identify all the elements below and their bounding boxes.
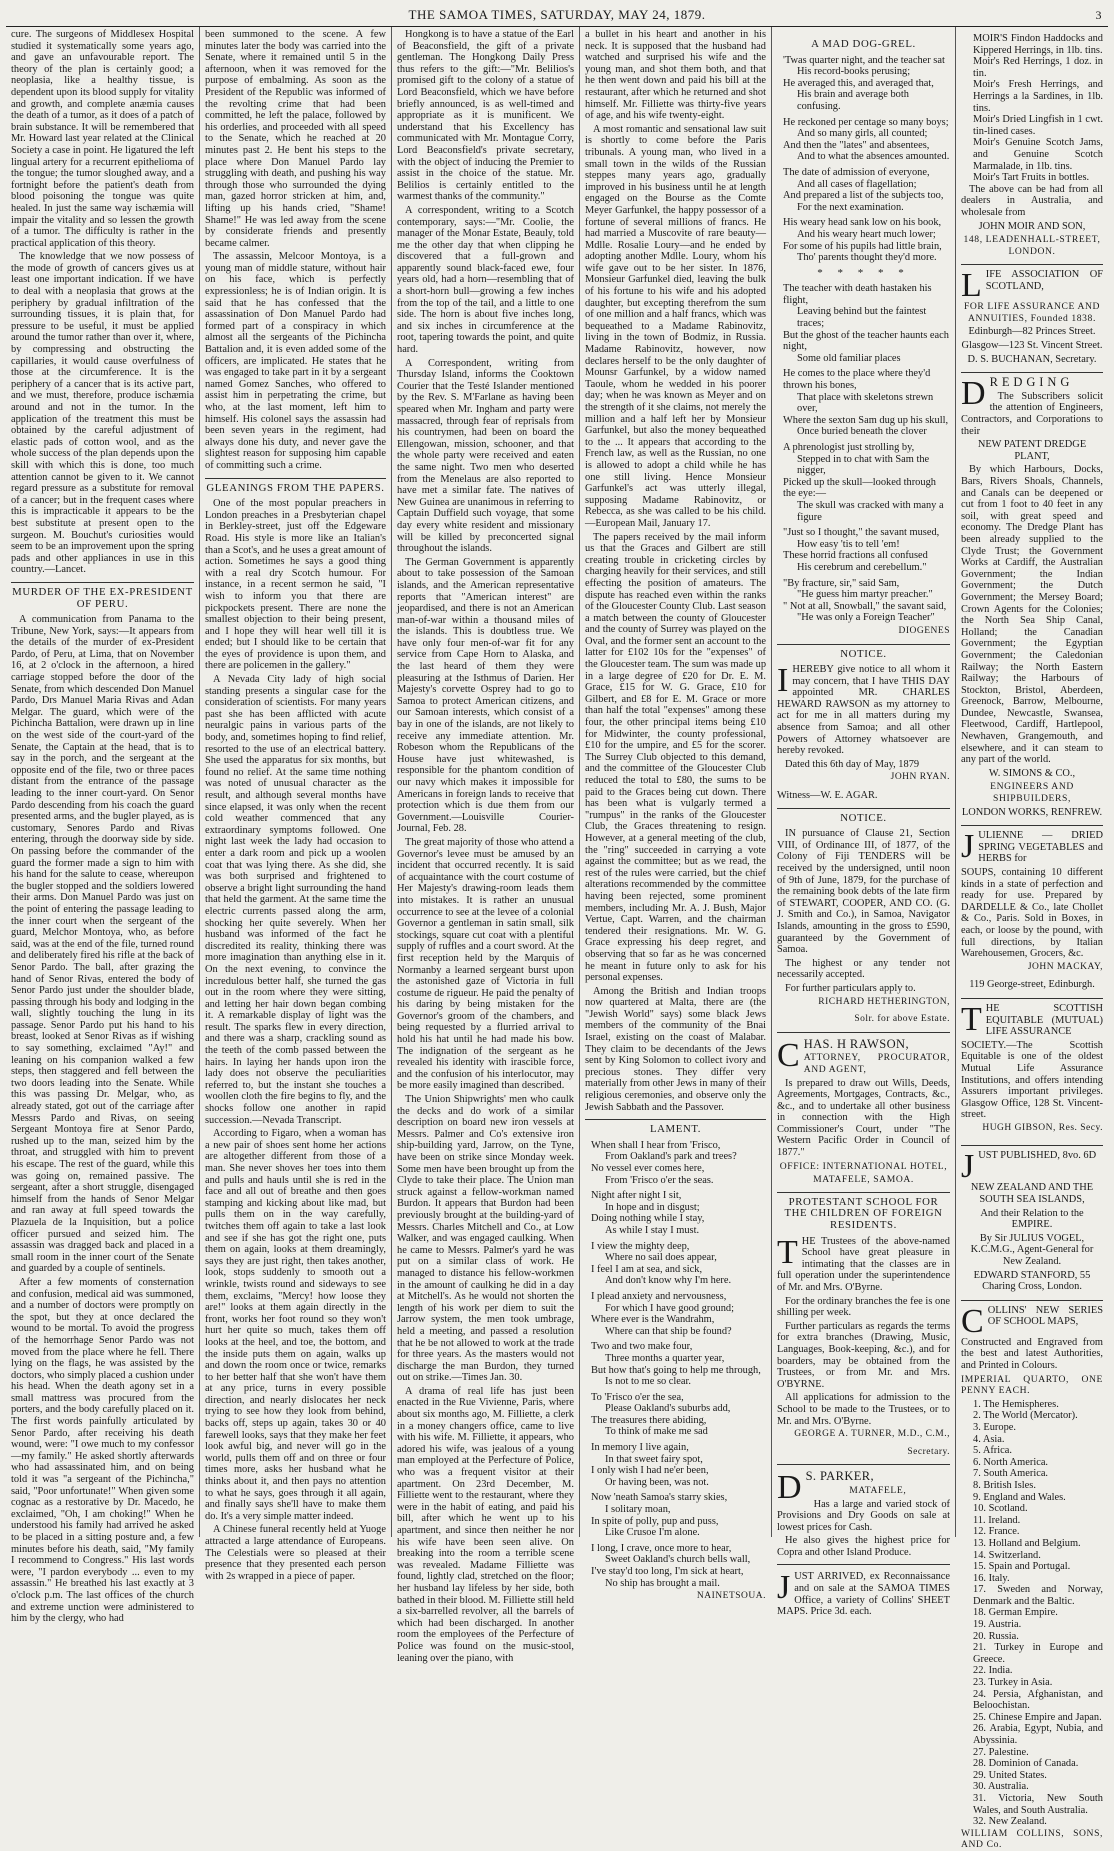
advert-body: The Subscribers solicit the attention of Engineers, Contractors, and Corporations to their (961, 390, 1103, 437)
product-line: Moir's Dried Lingfish in 1 cwt. tin-lined cases. (973, 114, 1103, 137)
map-list-item: 29. United States. (973, 1769, 1047, 1781)
section-headline: GLEANINGS FROM THE PAPERS. (205, 478, 386, 495)
advert-signature: HUGH GIBSON, Res. Secy. (982, 1122, 1103, 1133)
map-list-item: 27. Palestine. (973, 1746, 1029, 1758)
poem-line: Two and two make four, (591, 1341, 693, 1353)
poem-line: From Oakland's park and trees? (605, 1151, 737, 1163)
article-paragraph: Hongkong is to have a statue of the Earl of Beaconsfield, the gift of a private gentleman. The Hongkong Daily Press thus refers to the gift:—"Mr. Belilios's promised gift to the colony of a statue of Lord Beaconsfield, which we have before briefly announced, is as well-timed and appropriate as it is munificent. We understand that his Excellency has communicated with Mr. Montague Corry, Lord Beaconsfield's private secretary, with the object of inducing the Premier to assist in the choice of the statue. Mr. Belilios is certainly entitled to the warmest thanks of the community." (397, 29, 574, 203)
map-list-item: 4. Asia. (973, 1433, 1005, 1445)
poem-line: And so many girls, all counted; (797, 128, 928, 140)
advert-name: HAS. H RAWSON, (803, 1036, 909, 1051)
article-paragraph: A Chinese funeral recently held at Yuoge attracted a large attendance of Europeans. The Celestials were so pleased at their presence that they presented each person with 2s wrapped in a piece of paper. (205, 1524, 386, 1582)
rawson-advert (777, 1036, 950, 1186)
map-list-item: 17. Sweden and Norway, Denmark and the Baltic. (973, 1584, 1103, 1607)
lament-poem (585, 1140, 766, 1589)
just-published-advert (961, 1146, 1103, 1300)
notice-tender: The highest or any tender not necessarily accepted. (777, 957, 950, 981)
poem-line: He comes to the place where they'd thrown his bones, (783, 368, 931, 392)
poem-line: In hope and in disgust; (605, 1201, 700, 1213)
map-list-item: 16. Italy. (973, 1572, 1010, 1584)
advert-body: Is prepared to draw out Wills, Deeds, Agreements, Mortgages, Contracts, &c., &c., and to undertake all other business in connection with the High Commissioner's Court, under "The Western Pacific Order in Council of 1877." (777, 1077, 950, 1159)
advert-signature: GEORGE A. TURNER, M.D., C.M., (794, 1429, 950, 1440)
product-line: Moir's Red Herrings, 1 doz. in tin. (973, 56, 1103, 79)
poem-line: These horrid fractions all confused (783, 550, 928, 562)
advert-title: UST PUBLISHED, 8vo. 6D (978, 1150, 1097, 1162)
map-list-item: 31. Victoria, New South Wales, and South Australia. (973, 1792, 1103, 1816)
notice-particulars: For further particulars apply to. (785, 982, 916, 994)
drop-cap: J (777, 1569, 791, 1607)
poem-line: His weary head sank low on his book, (783, 217, 942, 229)
poem-line: And then the "lates" and absentees, (783, 139, 930, 151)
article-headline: MURDER OF THE EX-PRESIDENT OF PERU. (11, 582, 194, 610)
moir-products (961, 33, 1103, 184)
article-paragraph: The Union Shipwrights' men who caulk the decks and do work of a similar description on board new iron vessels at Messrs. Palmer and Co's extensive iron ship-building yard, Jarrow, on the Tyne, have been on strike since Monday week. Some men have been brought up from the Clyde to take their place. The Union man struck against a fellow-workman named Burdon. It appears that Burdon had been previously brought at the building-yard of Messrs. Charles Mitchell and Co., at Low Walker, and was engaged caulking. When he came to Messrs. Palmer's yard he was put on a similar class of work. He managed to distance his fellow-workmen in the amount of caulking he did in a day at Mitchell's. As he would not shorten the length of his work per diem to suit the Jarrow system, the men took umbrage, held a meeting, and passed a resolution that he be not allowed to work at the trade for three years. As the masters would not discharge the man Burdon, they turned out on strike.—Times Jan. 30. (397, 1094, 574, 1384)
poem-line: As while I stay I must. (605, 1224, 700, 1236)
article-paragraph: The German Government is apparently about to take possession of the Samoan islands, and the American representative reports that "American interest" are jeopardised, and there is not an American man-of-war within a thousand miles of the islands. This is doubtless true. We have only four men-of-war fit for any service from Cape Horn to Alaska, and the last heard of them they were pleasuring at the Isthmus of Darien. Her Majesty's corvette Osprey had to go to Samoa to protect American citizens, and our Samoan interests, which consist of a bay in one of the islands, are not likely to receive any immediate attention. Mr. Robeson whom the Republicans of the House have just whitewashed, is responsible for the phantom condition of our navy which makes it impossible for Americans in foreign lands to receive that protection which is due them from our Government.—Louisville Courier-Journal, Feb. 28. (397, 556, 574, 835)
map-list-item: 28. Dominion of Canada. (973, 1758, 1079, 1770)
poem-line: Once buried beneath the clover (797, 426, 927, 438)
notice-headline: NOTICE. (777, 808, 950, 825)
poem-line: And his weary heart much lower; (797, 228, 936, 240)
advert-body: Further particulars as regards the terms for extra branches (Drawing, Music, Languages, Book-keeping, &c.), and for boarders, may be obtained from the Trustees, or from Mr. and Mrs. O'BYRNE. (777, 1320, 950, 1390)
poem-line: And don't know why I'm here. (605, 1275, 732, 1287)
notice-headline: NOTICE. (777, 644, 950, 661)
poem-line: Three months a quarter year, (605, 1352, 725, 1364)
book-title: NEW ZEALAND AND THE SOUTH SEA ISLANDS, (970, 1182, 1094, 1206)
advert-title: R E D G I N G (989, 375, 1070, 390)
product-line: Moir's Fresh Herrings, and Herrings a la Sardines, in 1lb. tins. (973, 79, 1103, 114)
notice-witness: Witness—W. E. AGAR. (777, 790, 878, 802)
map-list-item: 20. Russia. (973, 1630, 1019, 1642)
poem-line: I long, I crave, once more to hear, (591, 1542, 732, 1554)
drop-cap: L (961, 267, 982, 305)
poem-line: Tho' parents thought they'd more. (797, 252, 937, 264)
advert-name: S. PARKER, (805, 1469, 875, 1484)
poem-line: But the ghost of the teacher haunts each night, (783, 329, 949, 353)
advert-body: The above can be had from all dealers in Australia, and wholesale from (961, 183, 1103, 218)
column-1 (6, 27, 200, 1625)
column-4 (580, 27, 772, 1602)
stars-divider: * * * * * (817, 266, 910, 279)
advert-agent: JOHN MACKAY, (1027, 961, 1103, 972)
poem-line: The teacher with death hastaken his flight, (783, 283, 932, 306)
map-list-item: 24. Persia, Afghanistan, and Beloochistan. (973, 1688, 1103, 1712)
poem-line: For some of his pupils had little brain, (783, 240, 942, 252)
poem-line: The skull was cracked with many a figure (797, 499, 944, 523)
poem-line: Leaving behind but the faintest traces; (797, 306, 927, 330)
map-list-item: 26. Arabia, Egypt, Nubia, and Abyssinia. (973, 1723, 1103, 1746)
doggerel-stanza-2 (777, 283, 950, 624)
advert-body: HE Trustees of the above-named School have great pleasure in intimating that the classes are in full operation under the superintendence of Mr. and Mrs. O'Byrne. (777, 1235, 950, 1293)
notice-signature: Solr. for above Estate. (854, 1014, 950, 1025)
poem-line: Doing nothing while I stay, (591, 1213, 705, 1225)
map-list-item: 23. Turkey in Asia. (973, 1677, 1053, 1689)
advert-body: He also gives the highest price for Copra and other Island Produce. (777, 1535, 950, 1558)
julienne-advert (961, 826, 1103, 999)
moir-advert (961, 29, 1103, 265)
poem-line: His cerebrum and cerebellum." (797, 561, 927, 573)
column-5 (772, 27, 956, 1618)
map-list-item: 13. Holland and Belgium. (973, 1537, 1081, 1549)
poem-line: No ship has brought a mail. (605, 1577, 720, 1589)
advert-body: UST ARRIVED, ex Reconnaissance and on sale at the SAMOA TIMES Office, a variety of Collins' SHEET MAPS. Price 3d. each. (777, 1571, 950, 1618)
poem-title: LAMENT. (585, 1119, 766, 1136)
map-list-item: 6. North America. (973, 1456, 1049, 1468)
masthead (6, 4, 1108, 27)
masthead-title: THE SAMOA TIMES, SATURDAY, MAY 24, 1879. (408, 7, 706, 22)
column-6 (956, 27, 1108, 1851)
poem-line: In spite of polly, pup and puss, (591, 1515, 719, 1527)
advert-body: SOCIETY.—The Scottish Equitable is one of the oldest Mutual Life Assurance Institutions, and offers intending Assurers important privileges. Glasgow Office, 128 St. Vincent-street. (961, 1039, 1103, 1121)
poem-line: When shall I hear from 'Frisco, (591, 1139, 721, 1151)
map-list-item: 18. German Empire. (973, 1607, 1058, 1619)
poem-line: His brain and average both confusing. (797, 89, 909, 112)
article-paragraph: been summoned to the scene. A few minutes later the body was carried into the Senate, where it remained until 5 in the afternoon, when it was removed for the purpose of embalming. As soon as the President of the Republic was informed of the revolting crime that had been committed, he left the palace, followed by his orderlies, and proceeded with all speed to the Senate, which he reached at 20 minutes past 2. He bent his steps to the place where Don Manuel Pardo lay struggling with death, and pushing his way through those who surrounded the dying man, gazed horror stricken at him, and, lifting up his hands cried, "Shame! Shame!" He was led away from the scene by considerate friends and presently became calmer. (205, 29, 386, 249)
advert-office: OFFICE: INTERNATIONAL HOTEL, (779, 1160, 948, 1172)
dredging-advert (961, 373, 1103, 826)
advert-subtitle: FOR LIFE ASSURANCE AND ANNUITIES, Founded 1838. (963, 301, 1101, 324)
poem-line: Picked up the skull—looked through the eye:— (783, 476, 936, 500)
poem-line: Is not to me so clear. (605, 1376, 691, 1388)
poem-line: Night after night I sit, (591, 1190, 682, 1202)
poem-line: The treasures there abiding, (591, 1414, 707, 1426)
divider (777, 1564, 950, 1565)
column-2 (200, 27, 392, 1582)
poem-line: And all cases of flagellation; (797, 178, 917, 190)
article-paragraph: According to Figaro, when a woman has a new pair of shoes sent home her actions are altogether different from those of a man. She never shoves her toes into them and pulls and hauls until she is red in the face and all out of breathe and then goes stamping and kicking about like mad, but pulls them on in the way carefully, twitches them off again to take a last look and see if she has got the right one, puts them on again, looks at them dreamingly, says they are just right, then takes another, look, stops suddenly to smooth out a wrinkle, twists round and sideways to see them, exclaims, "Mercy! how loose they are!" looks at them again directly in the front, works her foot round so they won't hurt her quite so much, takes them off looks at the heel, and toe, the bottom, and the inside puts them on again, walks up and down the room once or twice, remarks to her better half that she won't have them at any price, turns in every possible direction, and nearly dislocates her neck trying to see how they look from behind, backs off, steps up again, takes 30 or 40 farewell looks, says that they make her feet look awful big, and never will go in the world, pulls them off and on three or four times more, asks her husband what he thinks about it, and then pays no attention to what he says, goes through it all again, and finally says she'll have to make them do. It's a very simple matter indeed. (205, 1128, 386, 1522)
poem-line: But how that's going to help me through, (591, 1364, 761, 1376)
map-list-item: 15. Spain and Portugal. (973, 1561, 1071, 1573)
school-advert (777, 1233, 950, 1459)
map-list-item: 11. Ireland. (973, 1514, 1021, 1526)
poem-line: He averaged this, and averaged that, (783, 77, 934, 89)
article-paragraph: a bullet in his heart and another in his neck. It is supposed that the husband had watched and surprised his wife and the young man, and shot them both, and that he then went down and paid his bill at the restaurant, after which he returned and shot himself. Mr. Filliette was thirty-five years of age, and his wife twenty-eight. (585, 29, 766, 122)
article-paragraph: Among the British and Indian troops now quartered at Malta, there are (the "Jewish World" says) some black Jews members of the community of the Bnai Israel, existing on the coast of Malabar. They claim to be decendants of the Jews sent by King Solomon to collect ivory and precious stones. They differ very materially from other Jews in many of their religious ceremonies, and observe only the Jewish Sabbath and the Passover. (585, 985, 766, 1113)
map-list-item: 14. Switzerland. (973, 1549, 1041, 1561)
poem-line: I only wish I had ne'er been, (591, 1465, 709, 1477)
advert-place: MATAFELE, SAMOA. (813, 1174, 914, 1186)
poem-line: In memory I live again, (591, 1442, 689, 1454)
article-paragraph: A Correspondent, writing from Thursday Island, informs the Cooktown Courier that the Testé Islander mentioned by the Rev. S. M'Farlane as having been speared when Mr. Ingham and party were massacred, through fear of reprisals from his countrymen, had been on board the Ellengowan, mission, schooner, and that the whole party were received and eaten the same night. Two men who deserted from the Menelaus are also reported to have met a similar fate. The natives of New Guinea are unanimous in referring to Captain Duffield such voyage, that some day every white resident and missionary will be killed by preconcerted signal throughout the islands. (397, 357, 574, 555)
maps-arrived-advert (777, 1571, 950, 1617)
map-list-item: 5. Africa. (973, 1445, 1012, 1457)
advert-works: LONDON WORKS, RENFREW. (961, 806, 1103, 818)
drop-cap: C (777, 1036, 800, 1074)
advert-firm: JOHN MOIR AND SON, (978, 220, 1086, 232)
article-paragraph: A most romantic and sensational law suit is shortly to come before the Paris tribunals. A young man, who lived in a small town in the wilds of the Russian steppes many years ago, gradually improved in his business until he at length engaged on the Bourse as the Comte Meyer Garfunkel, the happy possessor of a fortune of several millions of francs. He had married a Muscovite of rare beauty—Mdlle. Rosalie Loury—and he ended by adopting another Mdlle. Loury, whom his wife gave out to be her sister. In 1876, Monsieur Garfunkel died, leaving the bulk of his fortune to his wife and his adopted daughter, but excepting therefrom the sum of one million and a half francs, which was bequeathed to a Madame Rabinovitz, living in the town of Bodmiz, in Russia. Madame Rabinovitz, however, now declares herself to be the only daughter of Mounsr Garfunkel, by a widow named Taoule, whom he wedded in his poorer day; when he was known as Meyer and on the strength of it she claims, not merely the million and a half left her by Monsieur Garfunkel, but also the money bequeathed to the ... It appears that according to the French law, as well as the Russian, no one is allowed to adopt a child while he has one still living. Hence Monsieur Garfunkel's act was utterly illegal, supposing Madame Rabinovitz, or Rebecca, as she was called to be his child.—European Mail, January 17. (585, 123, 766, 529)
poem-line: For the next examination. (797, 201, 904, 213)
advert-title: ATTORNEY, PROCURATOR, AND AGENT, (803, 1052, 950, 1075)
notice-ryan (777, 664, 950, 802)
poem-line: A phrenologist just strolling by, (783, 442, 915, 453)
poem-line: The date of admission of everyone, (783, 166, 930, 178)
poem-line: To think of make me sad (605, 1426, 708, 1438)
poem-line: Where can that ship be found? (605, 1325, 732, 1337)
notice-signature: RICHARD HETHERINGTON, (818, 996, 950, 1007)
book-author: By Sir JULIUS VOGEL, K.C.M.G., Agent-General for New Zealand. (970, 1232, 1094, 1268)
map-list-item: 9. England and Wales. (973, 1491, 1066, 1503)
advert-title: ULIENNE — DRIED SPRING VEGETABLES and HERBS for (978, 830, 1103, 865)
divider (777, 1464, 950, 1465)
article-paragraph: The papers received by the mail inform us that the Graces and Gilbert are still creating trouble in cricketing circles by charging heavily for their services, and still effecting the position of amateurs. The dispute has reached even within the ranks of the Gloucester County Club. Last season a match between the county of Gloucester and the county of Surrey was played on the Oval, and the former sent an account to the latter for £102 10s for the "expenses" of the Gloucester team. The sum was made up in a large degree of £20 for Dr. E. M. Grace, £15 for W. G. Grace, £10 for Gilbert, and £8 for E. M. Grace or more than half the total "expenses" among these four, the other principal items being £10 for Midwinter, the county professional, £10 for the umpire, and £5 for the scorer. The Surrey Club objected to this demand, and the committee of the Gloucester Club reduced the total to £80, the sums to be paid to the Graces being cut down. There has been what is vulgarly termed a "rumpus" in the ranks of the Gloucester Club, the Graces threatening to resign. However, at a general meeting of the club, the "ring" succeeded in carrying a vote against the committee; but as we read, the rest of the rules were carried, but the chief alterations recommended by the committee having been rejected, some prominent members, including Mr. A. J. Bush, Major Vertue, Capt. Warren, and the chairman tendered their resignations. Mr. W. G. Grace expressing his deep regret, and observing that so far as he was concerned he meant in future only to ask for his personal expenses. (585, 531, 767, 984)
advert-place: MATAFELE, (849, 1484, 907, 1496)
poem-line: Some old familiar places (797, 352, 901, 364)
drop-cap: J (961, 828, 975, 866)
product-line: Moir's Tart Fruits in bottles. (973, 172, 1090, 184)
map-list-item: 22. India. (973, 1665, 1013, 1677)
poem-line: I feel I am at sea, and sick, (591, 1263, 703, 1275)
advert-body: SOUPS, containing 10 different kinds in a state of perfection and ready for use. Prepared by DARDELLE & Co., late Chollet & Co., Paris. Sold in Boxes, in each, or loose by the pound, with full directions, by Italian Warehousemen, Grocers, &c. (961, 867, 1103, 960)
advert-title: HE SCOTTISH EQUITABLE (MUTUAL) LIFE ASSURANCE (985, 1002, 1103, 1038)
poem-line: For which I have good ground; (605, 1302, 734, 1314)
poem-line: How easy 'tis to tell 'em! (797, 538, 900, 550)
poem-line: To 'Frisco o'er the sea, (591, 1391, 684, 1403)
advert-office: Glasgow—123 St. Vincent Street. (961, 340, 1103, 352)
map-list-item: 25. Chinese Empire and Japan. (973, 1711, 1102, 1723)
poem-line: "By fracture, sir," said Sam, (783, 577, 900, 589)
advert-signature: Secretary. (907, 1446, 950, 1457)
parker-advert (777, 1471, 950, 1558)
advert-title: IFE ASSOCIATION OF SCOTLAND, (985, 269, 1103, 292)
map-list-item: 7. South America. (973, 1468, 1049, 1480)
scottish-equitable-advert (961, 999, 1103, 1147)
map-list-item: 21. Turkey in Europe and Greece. (973, 1642, 1103, 1665)
poem-signature: DIOGENES (898, 625, 950, 636)
article-paragraph: A communication from Panama to the Tribune, New York, says:—It appears from the details of the murder of ex-President Pardo, of Peru, at Lima, that on November 16, at 2 o'clock in the afternoon, a hired carriage stopped before the door of the Senate, from which descended Don Manuel Pardo, Drs Manuel Maria Rivas and Adan Melgar. The guard, which were of the Pichincha Battalion, were drawn up in line on the west side of the court-yard of the Senate, the Captain at the head, that is to say in the porch, and the sergeant at the opposite end of the file, two or three paces distant from the entrance of the passage leading to the inner court-yard. On Senor Pardo descending from his coach the guard presented arms, and the bugler played, as is customary, Senores Pardo and Rivas entering, through the doorway side by side. On passing before the commander of the guard the former made a sign to him with his hand for the salute to cease, whereupon the bugler stopped and the soldiers lowered their arms. Don Manuel Pardo was just on the point of entering the passage leading to the inner court when the sergeant of the guard, Melchor Montoya, who, as before said, was at the end of the file, turned round and deliberately fired his rifle at the back of Senor Pardo. The ball, after grazing the hand of Senor Rivas, entered the body of Senor Pardo just under the shoulder blade, passing through his body and lodging in the wall, slightly touching the lung in its passage. Senor Pardo put his hand to his breast, looked at Senor Rivas as if wishing to say something, exclaimed "Ay!" and leaning on his companion walked a few steps, then staggered and fell between the two doors leading into the Senate. While this was passing Dr. Melgar, who, as already stated, got out of the carriage after Messrs Pardo and Rivas, on seeing Sergeant Montoya fire at Senor Pardo, rushed up to the man, seized him by the throat, and struggled with him to prevent his escape. The rest of the guard, while this was going on, remained passive. The sergeant, after a short struggle, disengaged himself from the hands of Senor Melgar and ran away at full speed towards the Plazuela de la Inquisition, but a police officer pursued and seized him. The assassin was dragged back and placed in a small room in the inner court of the Senate and guarded by a couple of sentinels. (11, 614, 194, 1275)
poem-line: " Not at all, Snowball," the savant said, (783, 600, 947, 612)
poem-title: A MAD DOG-GREL. (811, 38, 916, 50)
article-paragraph: The knowledge that we now possess of the mode of growth of cancers gives us at least one important indication. If we have to deal with a neoplasia that grows at the periphery by gradual infiltration of the surrounding tissues, it is plain that, for pressure to be useful, it must be applied around the tumor rather than over it, where, by compressing and obstructing the capillaries, it would cause overfulness of those at the circumference. It is the periphery of a cancer that is its active part, and we must, therefore, produce ischæmia around and not in the tumor. In the application of the treatment this must be obtained by the careful adjustment of elastic pads of cotton wool, and as the whole success of the plan depends upon the skill with which this is done, too much attention cannot be given to it. We cannot regard pressure as a substitute for removal of a cancer; but in the frequent cases where this is impracticable it appears to be the best substitute at present open to the surgeon. M. Bouchut's curiosities would seem to be an improvement upon the spring pads and other appliances in use in this country.—Lancet. (11, 251, 194, 576)
poem-line: And prepared a list of the subjects too, (783, 190, 944, 202)
map-list-item: 10. Scotland. (973, 1503, 1028, 1515)
poem-line: I plead anxiety and nervousness, (591, 1290, 727, 1302)
notice-signature: JOHN RYAN. (890, 772, 950, 783)
map-list-item: 32. New Zealand. (973, 1816, 1047, 1828)
notice-body: IN pursuance of Clause 21, Section VIII, of Ordinance III, of 1877, of the Colony of Fiji TENDERS will be received by the undersigned, until noon of 9th of June, 1879, for the purchase of the remaining book debts of the late firm of STEWART, COOPER, AND CO. (G. J. Smith and Co.), in Samoa, Navigator Islands, amounting in the gross to £590, guaranteed by the Government of Samoa. (777, 828, 950, 956)
poem-line: "He was only a Foreign Teacher" (797, 612, 935, 624)
poem-line: I view the mighty deep, (591, 1240, 690, 1252)
maps-list (961, 1399, 1103, 1828)
advert-body: Constructed and Engraved from the best and latest Authorities, and Printed in Colours. (961, 1336, 1103, 1371)
advert-title: OLLINS' NEW SERIES OF SCHOOL MAPS, (987, 1304, 1103, 1328)
product-line: Moir's Genuine Scotch Jams, and Genuine Scotch Marmalade, in 1lb. tins. (973, 137, 1103, 172)
advert-body: For the ordinary branches the fee is one shilling per week. (777, 1295, 950, 1319)
drop-cap: T (777, 1233, 798, 1271)
poem-line: Sweet Oakland's church bells wall, (605, 1554, 751, 1566)
poem-line: He reckoned per centage so many boys; (783, 116, 949, 128)
article-paragraph: One of the most popular preachers in London preaches in a Presbyterian chapel in Berkley-street, just off the Edgeware Road. His style is more like an Italian's than a Scot's, and he uses a great amount of action. Sometimes he says a good thing with a real dry Scotch humour. For instance, in a recent sermon he said, "I wish to inform you that there are pickpockets present. There are none the smallest objection to their being present, and I hope they will hear well till it is ended; but I should like to be certain that the eyes of providence is upon them, and there are policemen in the gallery." (205, 498, 386, 672)
article-paragraph: After a few moments of consternation and confusion, medical aid was summoned, and a number of doctors were promptly on the spot, but they at once declared the wound to be mortal. To avoid the progress of the hemorrhage Senor Pardo was not moved from the place where he fell. There lying on the flags, he was assisted by the doctors, who simply placed a cushion under his head. When the death agony set in a small mattress was procured from the porters, and the body carefully placed on it. The first words painfully articulated by Senor Pardo, after receiving his death wound, were: "I owe much to my confessor—my family." He asked shortly afterwards who had assassinated him, and on being told it was "a sergeant of the Pichincha," said, "Poor unfortunate!" When given some cognac as a restorative by Dr. Macedo, he exclaimed, "Oh, I am choking!" When he understood his family had arrived he asked to be placed in a sitting posture and, a few minutes before his death, said, "My family I recommend to Congress." His last words were, "I pardon everybody ... even to my assassin." He breathed his last exactly at 3 o'clock p.m. The last offices of the church and extreme unction were administered to him by the clergy, who had (11, 1276, 194, 1625)
article-paragraph: A drama of real life has just been enacted in the Rue Vivienne, Paris, where about six months ago, M. Filliette, a clerk in a money changers office, came to live with his wife. M. Filliette, it appears, who adored his wife, was jealous of a young man employed at the Perfecture of Police, who was a frequent visitor at their apartment. On 23rd December, M. Filliette went to the restaurant, where they were in the habit of eating, and paid his bill, after which he went up to his apartment, and since then neither he nor his wife have been seen alive. On breaking into the room a terrible scene was revealed. Madame Filliette was found, lightly clad, stretched on the floor; her husband lay lifeless by her side, both bathed in their blood. M. Filliette still held a six-barrelled revolver, all the barrels of which had been discharged. In another room the employees of the Perfecture of Police was found on the music-stool, leaning over the piano, with (397, 1385, 574, 1664)
collins-maps-advert (961, 1301, 1103, 1851)
poem-line: I've stay'd too long, I'm sick at heart, (591, 1566, 744, 1577)
poem-line: "He guess him martyr preacher." (797, 589, 933, 601)
advert-address: 119 George-street, Edinburgh. (969, 979, 1095, 991)
advert-address: 148, LEADENHALL-STREET, LONDON. (963, 234, 1101, 257)
book-subtitle: And their Relation to the EMPIRE. (980, 1207, 1084, 1231)
page-number: 3 (1095, 8, 1102, 22)
divider (777, 1032, 950, 1033)
product-line: MOIR'S Findon Haddocks and Kippered Herrings, in 1lb. tins. (973, 33, 1103, 56)
advert-body: All applications for admission to the School to be made to the Trustees, or to Mr. and Mrs. O'Byrne. (777, 1392, 950, 1427)
columns (6, 27, 1108, 1851)
advert-firm: W. SIMONS & CO., (988, 767, 1076, 779)
book-publisher: EDWARD STANFORD, 55 Charing Cross, London. (973, 1269, 1091, 1293)
poem-line: Please Oakland's suburbs add, (605, 1403, 731, 1415)
poem-line: In that sweet fairy spot, (605, 1453, 703, 1465)
notice-body: HEREBY give notice to all whom it may concern, that I have THIS DAY appointed MR. CHARLES HEWARD RAWSON as my attorney to act for me in all matters during my absence from Samoa; and all other Powers of Attorney whatsoever are hereby revoked. (777, 664, 950, 757)
advert-body: Has a large and varied stock of Provisions and Dry Goods on sale at lowest prices for Cash. (777, 1498, 950, 1533)
map-list-item: 3. Europe. (973, 1421, 1016, 1433)
advert-signature: WILLIAM COLLINS, SONS, AND Co. (961, 1827, 1103, 1851)
drop-cap: J (961, 1148, 975, 1186)
map-list-item: 8. British Isles. (973, 1479, 1036, 1491)
poem-line: 'Twas quarter night, and the teacher sat (783, 54, 945, 66)
poem-line: That place with skeletons strewn over, (797, 391, 934, 415)
notice-dated: Dated this 6th day of May, 1879 (785, 758, 920, 770)
poem-line: I solitary moan, (605, 1504, 671, 1516)
poem-line: Or having been, was not. (605, 1476, 709, 1488)
column-3 (392, 27, 580, 1664)
drop-cap: I (777, 662, 789, 700)
article-paragraph: A Nevada City lady of high social standing presents a singular case for the consideration of scientists. For many years past she has been afflicted with acute neuralgic pains in various parts of the body, and, sometimes hoping to find relief, resorted to the use of an electrical battery. She used the apparatus for six months, but found no relief. At the same time nothing was noted of unusual character as the result, and although several months have since elapsed, it was only when the recent cold weather commenced that any extraordinary symptoms followed. One night last week the lady had occasion to enter a dark room and pick up a woolen coat that was lying there. As she did, she was both surprised and frightened to observe a bright light surrounding the hand that held the garment. At the same time the electric currents passed along the arm, shocking her quite severely. When her husband was informed of the fact he discredited its reality, thinking there was more imagination than anything else in it. On the next evening, to convince the incredulous better half, she turned the gas out in the room where they were sitting, and letting her hair down began combing it. A remarkable display of light was the result. The sparks flew in every direction, and there was a sharp, crackling sound as the teeth of the comb passed between the hairs. In laying her hands upon iron the lady does not observe the peculiarities referred to, but the instant she touches a woollen cloth the fire begins to fly, and the shocks follow one another in rapid succession.—Nevada Transcript. (205, 674, 386, 1126)
advert-office: Edinburgh—82 Princes Street. (968, 326, 1096, 338)
poem-line: Like Crusoe I'm alone. (605, 1527, 700, 1539)
advert-plant: NEW PATENT DREDGE PLANT, (977, 439, 1087, 462)
drop-cap: D (961, 375, 986, 413)
article-paragraph: A correspondent, writing to a Scotch contemporary, says:—"Mr. Coolie, the manager of the Monar Estate, Beauly, told me the other day that when clipping he discovered that a full-grown and apparently sound black-faced ewe, four years old, had a horn—resembling that of a short-horn bull—growing a few inches from the top of the tail, and a little to one side. The horn is about five inches long, and six inches in circumference at the root, tapering towards the point, and quite hard. (397, 204, 574, 356)
life-association-advert (961, 265, 1103, 373)
poem-line: Stepped in to chat with Sam the nigger, (797, 453, 930, 477)
drop-cap: T (961, 1000, 982, 1038)
advert-secretary: D. S. BUCHANAN, Secretary. (967, 353, 1097, 365)
poem-line: Where the sexton Sam dug up his skull, (783, 414, 949, 426)
poem-line: Where ever is the Wandrahm, (591, 1314, 715, 1326)
advert-firm-type: ENGINEERS AND SHIPBUILDERS, (990, 781, 1074, 805)
poem-line: "Just so I thought," the savant mused, (783, 527, 940, 539)
doggerel-stanza-1 (777, 55, 950, 264)
advert-size: IMPERIAL QUARTO, ONE PENNY EACH. (961, 1373, 1103, 1397)
map-list-item: 1. The Hemispheres. (973, 1398, 1059, 1410)
poem-line: His record-books perusing; (797, 66, 911, 78)
article-paragraph: The great majority of those who attend a Governor's levee must be amused by an incident that occurred recently. It is said of acquaintance with the court costume of Her Majesty's drawing-room leads them into mistakes. It is rather an unusual occurrence to see at the levee of a colonial Governor a gentleman in satin small, silk stockings, square cut coat with a plentiful supply of ruffles and a court sword. At the first reception held by the Marquis of Normanby a learned sergeant burst upon the astonished gaze of Victoria in full costume de rigueur. He paid the penalty of his daring by being mistaken for the Governor's groom of the chambers, and being requested by a flurried arrival to hold his hat until he had made his bow. The indignation of the sergeant as he revealed his identity with irascible force, and the confusion of his interlocutor, may be more easily imagined than described. (397, 836, 574, 1092)
school-headline: PROTESTANT SCHOOL FOR THE CHILDREN OF FOREIGN RESIDENTS. (777, 1192, 950, 1232)
article-paragraph: cure. The surgeons of Middlesex Hospital studied it systematically some years ago, and gave an unfavourable report. The theory of the plan is certainly good; a neoplasia, like a healthy tissue, is dependent upon its blood supply for vitality and growth, and complete anæmia causes the death of a tumor, as it does of a patch of brain substance. It will be remembered that Mr. Howard last year related at the Clinical Society a case in point. He ligatured the left lingual artery for a recurrent epithelioma of the tongue; the tumor sloughed away, and a fortnight before the patient's death from blood poisoning the tongue was quite healed. In just the same way ischæmia will impair the vitality and so lessen the growth of a tumor. The difficulty is rather in the practical application of this theory. (11, 29, 194, 249)
drop-cap: C (961, 1302, 984, 1340)
map-list-item: 19. Austria. (973, 1619, 1022, 1631)
poem-line: Where no sail does appear, (605, 1252, 717, 1264)
poem-signature: NAINETSOUA. (696, 1591, 766, 1602)
article-paragraph: The assassin, Melcoor Montoya, is a young man of middle stature, without hair on his face, which is perfectly expressionless; he is of Indian origin. It is said that he has confessed that the assassination of Don Manuel Pardo had formed part of a conspiracy in which almost all the sergeants of the Pichincha Battalion and, it is even added some of the officers, are implicated. He states that he was engaged to take part in it by a sergeant named Gomez Sanches, who offered to assist him in perpetrating the crime, but who, at the last moment, left him to himself. His colonel says the assassin had been seven years in the regiment, had always done his duty, and never gave the slightest reason for supposing him capable of committing such a crime. (205, 251, 386, 471)
poem-line: From 'Frisco o'er the seas. (605, 1174, 714, 1186)
map-list-item: 12. France. (973, 1526, 1020, 1538)
poem-line: No vessel ever comes here, (591, 1163, 705, 1174)
poem-line: And to what the absences amounted. (797, 151, 950, 163)
poem-line: Now 'neath Samoa's starry skies, (591, 1492, 728, 1504)
drop-cap: D (777, 1469, 802, 1507)
map-list-item: 2. The World (Mercator). (973, 1410, 1078, 1422)
advert-body: By which Harbours, Docks, Bars, Rivers Shoals, Channels, and Canals can be deepened or cut from 1 foot to 40 feet in any soil, with great speed and economy. The Dredge Plant has been already supplied to the Clyde Trust; the Government Works at Cardiff, the Australian Government; the Indian Government; the Dutch Government; the Mersey Board; Crown Agents for the Colonies; the North Sea Ship Canal, Holland; the Canadian Government; the Egyptian Government; the Caledonian Railway; the North Eastern Railway; the Harbours of Stockton, Bristol, Aberdeen, Greenock, Barrow, Melbourne, Dundee, Newcastle, Swansea, Fleetwood, Cardiff, Hartlepool, Newhaven, Grangemouth, and elsewhere, and it can steam to any part of the world. (961, 464, 1103, 766)
map-list-item: 30. Australia. (973, 1781, 1029, 1793)
